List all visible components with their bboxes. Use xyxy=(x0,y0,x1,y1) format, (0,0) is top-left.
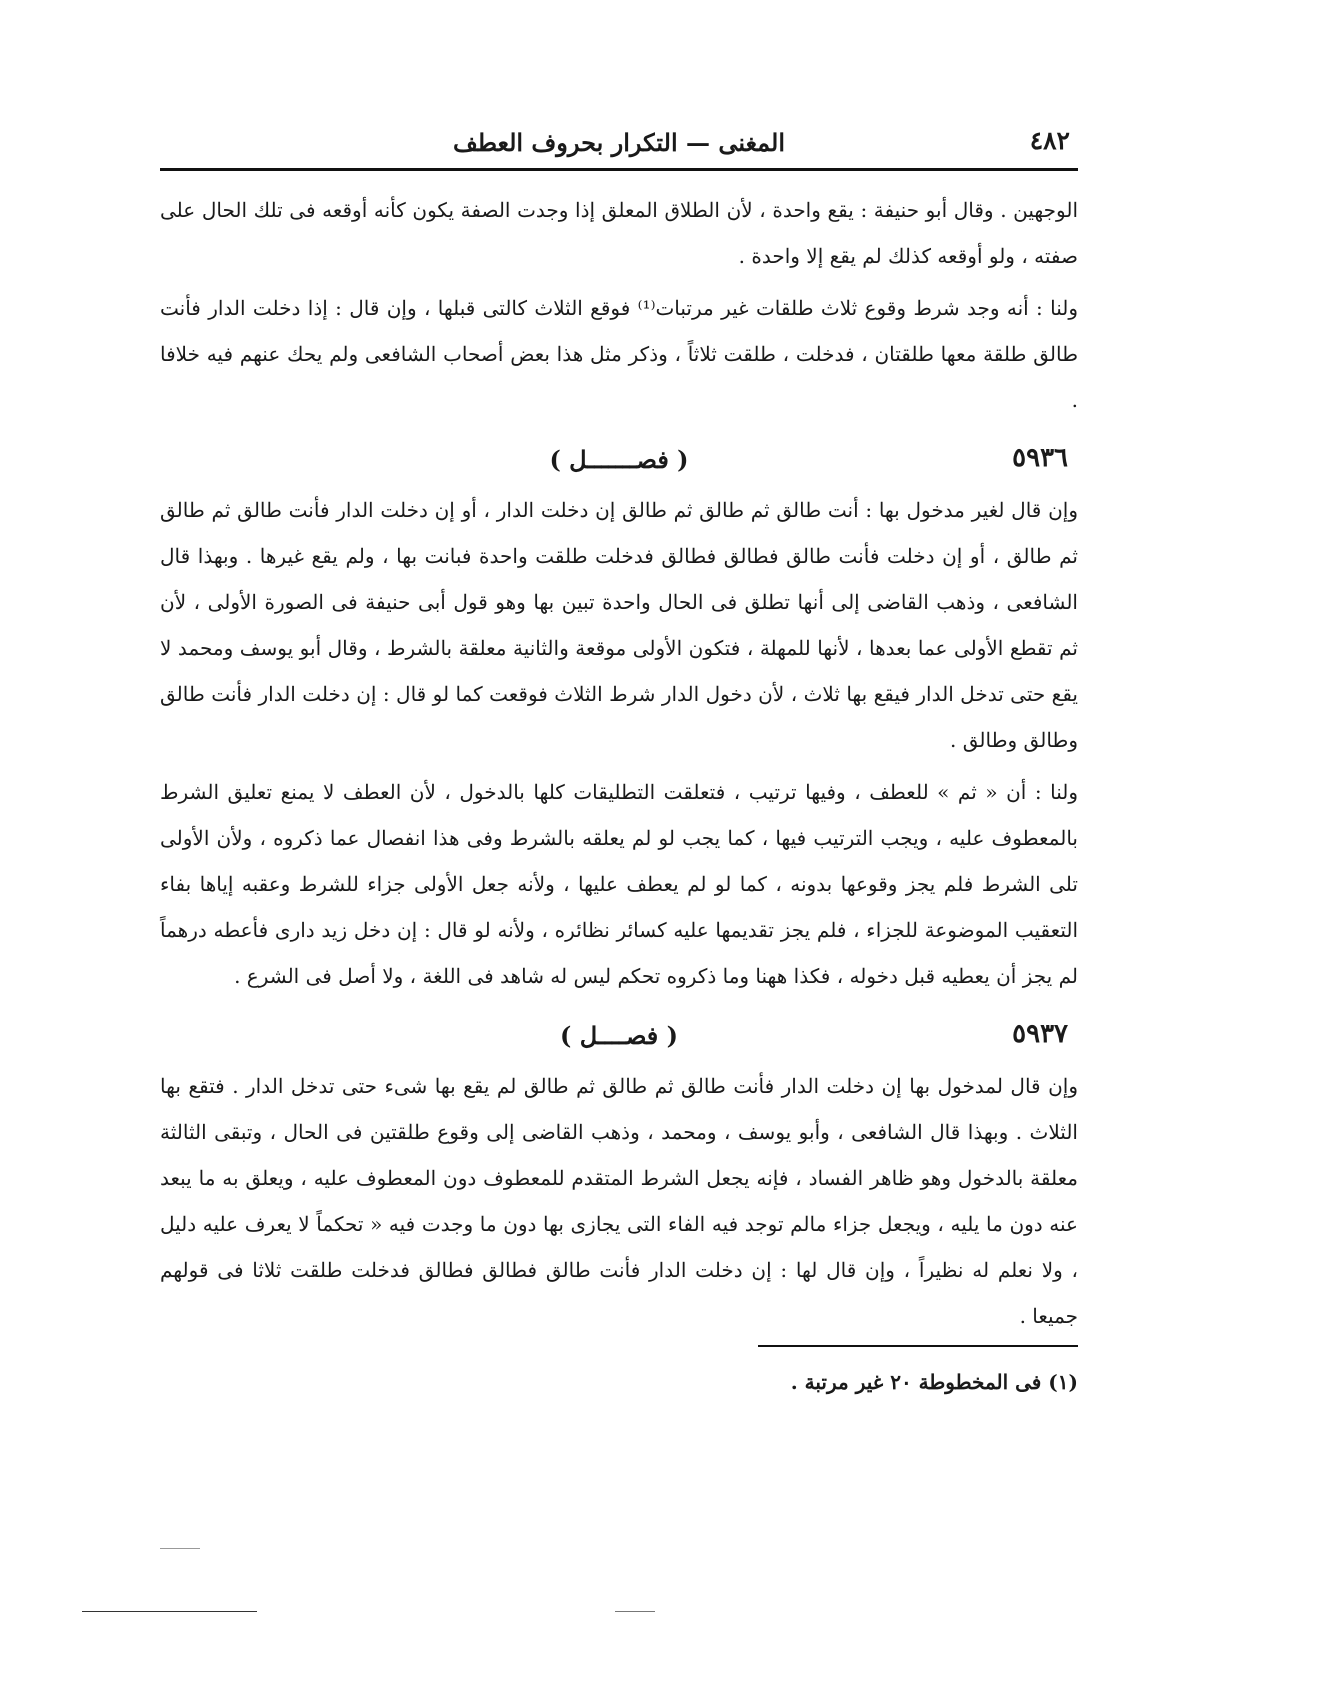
scan-artifact-line xyxy=(615,1611,655,1612)
footnote-area xyxy=(160,1345,1078,1405)
paragraph: ولنا : أنه وجد شرط وقوع ثلاث طلقات غير مرتبات⁽¹⁾ فوقع الثلاث كالتى قبلها ، وإن قال : إذا دخلت الدار فأنت طالق طلقة معها طلقتان ، فدخلت ، طلقت ثلاثاً ، وذكر مثل هذا بعض أصحاب الشافعى ولم يحك عنهم فيه خلافا . xyxy=(160,296,1078,412)
page-body xyxy=(160,171,1078,1405)
paragraph: وإن قال لمدخول بها إن دخلت الدار فأنت طالق ثم طالق ثم طالق لم يقع بها شىء حتى تدخل الدار . فتقع بها الثلاث . وبهذا قال الشافعى ، وأبو يوسف ، ومحمد ، وذهب القاضى إلى وقوع طلقتين فى الحال ، وتبقى الثالثة معلقة بالدخول وهو ظاهر الفساد ، فإنه يجعل الشرط المتقدم للمعطوف دون المعطوف عليه ، ويعلق به ما يبعد عنه دون ما يليه ، ويجعل جزاء مالم توجد فيه الفاء التى يجازى بها دون ما وجدت فيه « تحكماً لا يعرف عليه دليل ، ولا نعلم له نظيراً ، وإن قال لها : إن دخلت الدار فأنت طالق فطالق فطالق فدخلت طلقت ثلاثا فى قولهم جميعا . xyxy=(160,1074,1078,1328)
section-number: ٥٩٣٦ xyxy=(1012,443,1068,473)
footnote: (١) فى المخطوطة ٢٠ غير مرتبة . xyxy=(790,1370,1078,1394)
page-number: ٤٨٢ xyxy=(1029,126,1070,155)
section-heading-5936 xyxy=(160,429,1078,485)
book-page xyxy=(160,118,1078,1405)
paragraph: ولنا : أن « ثم » للعطف ، وفيها ترتيب ، فتعلقت التطليقات كلها بالدخول ، لأن العطف لا يمنع تعليق الشرط بالمعطوف عليه ، ويجب الترتيب فيها ، كما يجب لو لم يعلقه بالشرط وفى هذا انفصال عما ذكروه ، ولأن الأولى تلى الشرط فلم يجز وقوعها بدونه ، كما لو لم يعطف عليها ، ولأنه جعل الأولى جزاء للشرط وعقبه إياها بفاء التعقيب الموضوعة للجزاء ، فلم يجز تقديمها عليه كسائر نظائره ، ولأنه لو قال : إن دخل زيد دارى فأعطه درهماً لم يجز أن يعطيه قبل دخوله ، فكذا ههنا وما ذكروه تحكم ليس له شاهد فى اللغة ، ولا أصل فى الشرع . xyxy=(160,780,1078,988)
section-title: ( فصــــل ) xyxy=(559,1021,678,1050)
section-heading-5937 xyxy=(160,1005,1078,1061)
scan-artifact-line xyxy=(82,1611,257,1612)
section-title: ( فصـــــــل ) xyxy=(549,445,689,474)
footnote-divider xyxy=(758,1345,1078,1347)
section-number: ٥٩٣٧ xyxy=(1012,1019,1068,1049)
scan-artifact-line xyxy=(160,1548,200,1549)
paragraph: وإن قال لغير مدخول بها : أنت طالق ثم طالق ثم طالق إن دخلت الدار ، أو إن دخلت الدار فأنت طالق ثم طالق ثم طالق ، أو إن دخلت فأنت طالق فطالق فطالق فدخلت طلقت واحدة فبانت بها ، ولم يقع غيرها . وبهذا قال الشافعى ، وذهب القاضى إلى أنها تطلق فى الحال واحدة تبين بها وهو قول أبى حنيفة فى الصورة الأولى ، لأن ثم تقطع الأولى عما بعدها ، لأنها للمهلة ، فتكون الأولى موقعة والثانية معلقة بالشرط ، وقال أبو يوسف ومحمد لا يقع حتى تدخل الدار فيقع بها ثلاث ، لأن دخول الدار شرط الثلاث فوقعت كما لو قال : إن دخلت الدار فأنت طالق وطالق وطالق . xyxy=(160,498,1079,752)
header-title: المغنى — التكرار بحروف العطف xyxy=(452,128,786,157)
running-header xyxy=(160,118,1078,171)
paragraph: الوجهين . وقال أبو حنيفة : يقع واحدة ، لأن الطلاق المعلق إذا وجدت الصفة يكون كأنه أوقعه فى تلك الحال على صفته ، ولو أوقعه كذلك لم يقع إلا واحدة . xyxy=(160,198,1078,268)
